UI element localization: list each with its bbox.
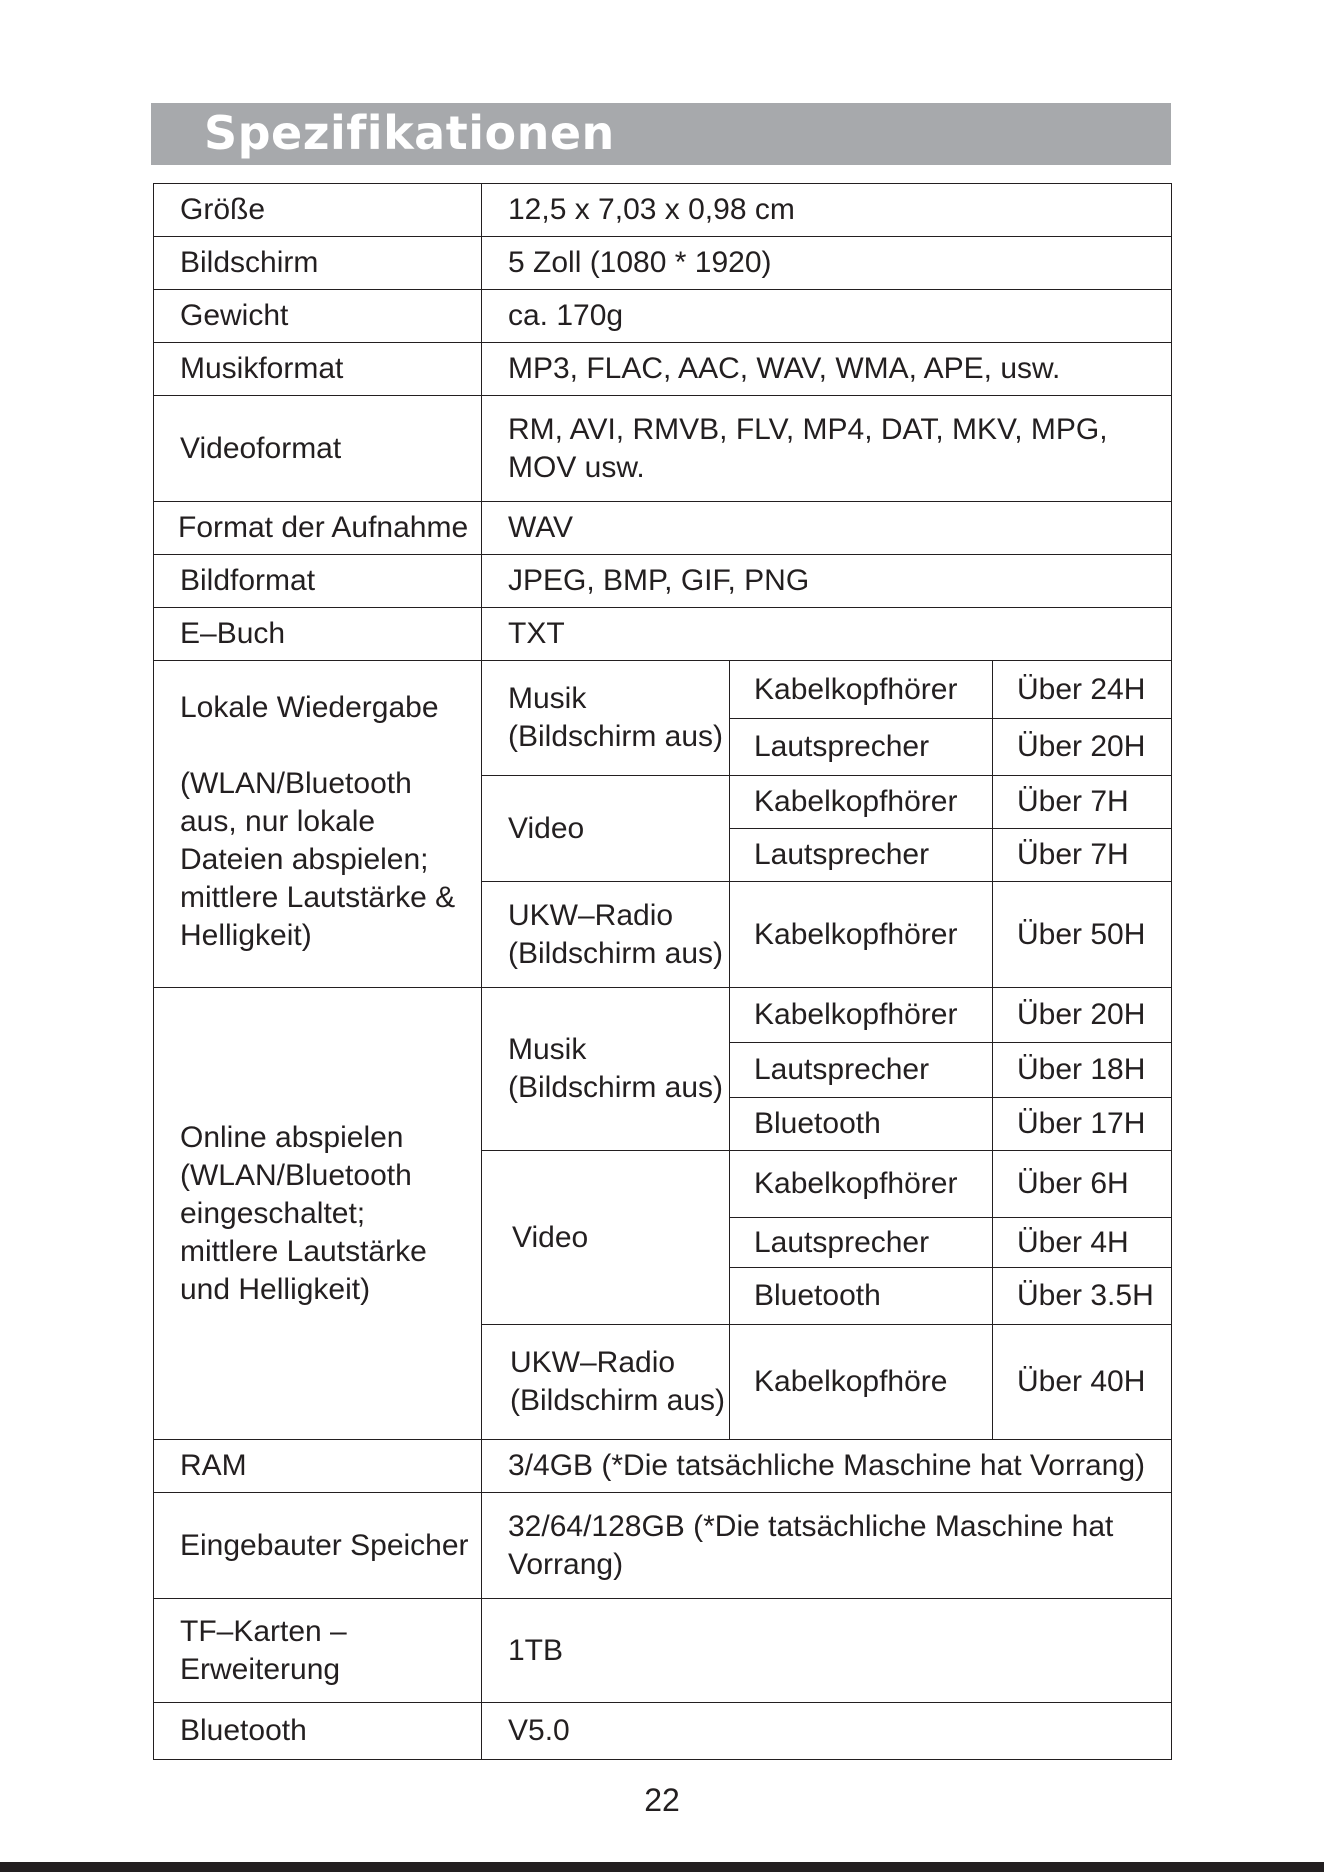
spec-value: MP3, FLAC, AAC, WAV, WMA, APE, usw. — [482, 343, 1172, 396]
spec-label: TF–Karten –Erweiterung — [154, 1599, 482, 1703]
table-row — [154, 988, 1172, 1043]
mode-label: Video — [482, 1151, 730, 1325]
spec-value: 32/64/128GB (*Die tatsächliche Maschine hat Vorrang) — [482, 1493, 1172, 1599]
spec-value: TXT — [482, 608, 1172, 661]
spec-value: V5.0 — [482, 1703, 1172, 1760]
spec-label: Bluetooth — [154, 1703, 482, 1760]
spec-value: 3/4GB (*Die tatsächliche Maschine hat Vorrang) — [482, 1440, 1172, 1493]
table-row — [154, 555, 1172, 608]
device-label: Kabelkopfhörer — [730, 661, 993, 719]
mode-label: UKW–Radio (Bildschirm aus) — [482, 1325, 730, 1440]
mode-label: Video — [482, 776, 730, 882]
table-row — [154, 237, 1172, 290]
runtime-value: Über 40H — [993, 1325, 1172, 1440]
spec-label: Eingebauter Speicher — [154, 1493, 482, 1599]
table-row — [154, 1493, 1172, 1599]
device-label: Bluetooth — [730, 1268, 993, 1325]
specifications-table — [153, 183, 1172, 1760]
section-title-bar — [151, 103, 1171, 165]
spec-label: Musikformat — [154, 343, 482, 396]
spec-value: 1TB — [482, 1599, 1172, 1703]
runtime-value: Über 17H — [993, 1098, 1172, 1151]
runtime-value: Über 20H — [993, 719, 1172, 776]
online-playback-label: Online abspielen (WLAN/Bluetooth eingeschaltet; mittlere Lautstärke und Helligkeit) — [154, 988, 482, 1440]
device-label: Kabelkopfhörer — [730, 988, 993, 1043]
spec-label: Gewicht — [154, 290, 482, 343]
device-label: Kabelkopfhöre — [730, 1325, 993, 1440]
runtime-value: Über 7H — [993, 776, 1172, 829]
spec-value: JPEG, BMP, GIF, PNG — [482, 555, 1172, 608]
mode-label: Musik (Bildschirm aus) — [482, 661, 730, 776]
spec-value: RM, AVI, RMVB, FLV, MP4, DAT, MKV, MPG, MOV usw. — [482, 396, 1172, 502]
mode-label: UKW–Radio (Bildschirm aus) — [482, 882, 730, 988]
device-label: Lautsprecher — [730, 719, 993, 776]
local-playback-cell — [154, 661, 482, 988]
table-row — [154, 184, 1172, 237]
local-playback-label: Lokale Wiedergabe — [180, 691, 439, 724]
table-row — [154, 343, 1172, 396]
device-label: Kabelkopfhörer — [730, 882, 993, 988]
spec-label: E–Buch — [154, 608, 482, 661]
table-row — [154, 1599, 1172, 1703]
runtime-value: Über 18H — [993, 1043, 1172, 1098]
spec-value: WAV — [482, 502, 1172, 555]
runtime-value: Über 6H — [993, 1151, 1172, 1218]
spec-label: Größe — [154, 184, 482, 237]
page-title: Spezifikationen — [204, 106, 615, 160]
local-playback-note: (WLAN/Bluetooth aus, nur lokale Dateien abspielen; mittlere Lautstärke & Helligkeit) — [180, 767, 456, 952]
spec-label: Format der Aufnahme — [154, 502, 482, 555]
device-label: Bluetooth — [730, 1098, 993, 1151]
spec-value: 5 Zoll (1080 * 1920) — [482, 237, 1172, 290]
runtime-value: Über 7H — [993, 829, 1172, 882]
spec-label: RAM — [154, 1440, 482, 1493]
bottom-edge-rule — [0, 1862, 1324, 1872]
table-row — [154, 1703, 1172, 1760]
mode-label: Musik (Bildschirm aus) — [482, 988, 730, 1151]
spec-label: Bildformat — [154, 555, 482, 608]
device-label: Kabelkopfhörer — [730, 1151, 993, 1218]
table-row — [154, 396, 1172, 502]
spec-label: Videoformat — [154, 396, 482, 502]
table-row — [154, 290, 1172, 343]
device-label: Lautsprecher — [730, 1043, 993, 1098]
runtime-value: Über 24H — [993, 661, 1172, 719]
table-row — [154, 608, 1172, 661]
device-label: Lautsprecher — [730, 1218, 993, 1268]
device-label: Lautsprecher — [730, 829, 993, 882]
table-row — [154, 502, 1172, 555]
table-row — [154, 661, 1172, 719]
spec-label: Bildschirm — [154, 237, 482, 290]
runtime-value: Über 4H — [993, 1218, 1172, 1268]
device-label: Kabelkopfhörer — [730, 776, 993, 829]
runtime-value: Über 20H — [993, 988, 1172, 1043]
spec-value: 12,5 x 7,03 x 0,98 cm — [482, 184, 1172, 237]
runtime-value: Über 50H — [993, 882, 1172, 988]
page-number: 22 — [644, 1782, 680, 1818]
spec-value: ca. 170g — [482, 290, 1172, 343]
table-row — [154, 1440, 1172, 1493]
runtime-value: Über 3.5H — [993, 1268, 1172, 1325]
